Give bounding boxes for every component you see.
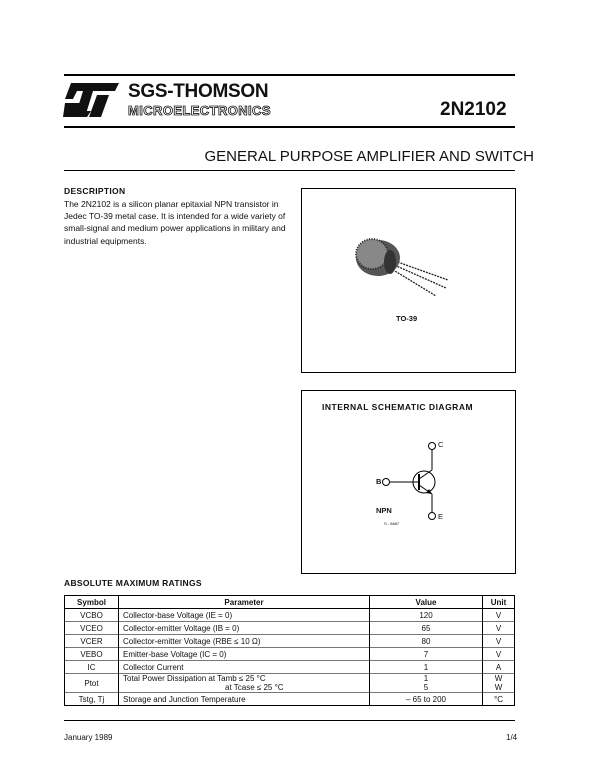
parameter-cell: Storage and Junction Temperature [119, 693, 370, 706]
title-rule [64, 170, 515, 171]
pin-collector-label: C [438, 440, 444, 449]
brand-name: SGS-THOMSON [128, 81, 269, 102]
parameter-line: at Tcase ≤ 25 °C [225, 683, 284, 692]
unit-cell: V [483, 609, 515, 622]
footer-rule [64, 720, 515, 721]
value-cell: 120 [370, 609, 483, 622]
parameter-cell: Collector-emitter Voltage (IB = 0) [119, 622, 370, 635]
footer-date: January 1989 [64, 733, 113, 742]
package-label: TO-39 [396, 314, 418, 323]
footer-page-number: 1/4 [506, 733, 518, 742]
ratings-table [64, 595, 515, 706]
part-number: 2N2102 [440, 99, 507, 120]
symbol-cell: VCER [65, 635, 119, 648]
schematic-ref-code: S - 6687 [384, 521, 400, 526]
column-header: Symbol [65, 596, 119, 609]
value-cell: 65 [370, 622, 483, 635]
description-body: The 2N2102 is a silicon planar epitaxial NPN transistor in Jedec TO-39 metal case. It is intended for a wide variety of small-signal and medium power applications in military and industrial equipments. [64, 199, 286, 246]
value-cell: 1 [370, 661, 483, 674]
value-cell [370, 674, 483, 693]
unit-cell: V [483, 635, 515, 648]
unit-cell: A [483, 661, 515, 674]
table-row [65, 661, 515, 674]
value-line: 5 [423, 683, 429, 692]
table-row [65, 674, 515, 693]
value-line: 1 [423, 674, 429, 683]
st-logo-icon [63, 81, 121, 119]
parameter-cell: Collector-emitter Voltage (RBE ≤ 10 Ω) [119, 635, 370, 648]
symbol-cell: VCEO [65, 622, 119, 635]
table-row [65, 622, 515, 635]
parameter-cell: Collector-base Voltage (IE = 0) [119, 609, 370, 622]
ratings-heading: ABSOLUTE MAXIMUM RATINGS [64, 578, 202, 588]
unit-cell: V [483, 622, 515, 635]
to39-package-icon [350, 232, 450, 302]
unit-cell [483, 674, 515, 693]
column-header: Parameter [119, 596, 370, 609]
table-row [65, 635, 515, 648]
unit-cell: °C [483, 693, 515, 706]
schematic-title: INTERNAL SCHEMATIC DIAGRAM [322, 402, 474, 412]
page-title: GENERAL PURPOSE AMPLIFIER AND SWITCH [204, 148, 534, 165]
table-row [65, 609, 515, 622]
npn-label: NPN [376, 506, 392, 515]
parameter-cell: Collector Current [119, 661, 370, 674]
column-header: Unit [483, 596, 515, 609]
symbol-cell: VEBO [65, 648, 119, 661]
unit-line: W [494, 683, 503, 692]
unit-cell: V [483, 648, 515, 661]
symbol-cell: IC [65, 661, 119, 674]
table-header-row [65, 596, 515, 609]
symbol-cell: VCBO [65, 609, 119, 622]
brand-subtitle: MICROELECTRONICS [128, 103, 271, 118]
header-top-rule [64, 74, 515, 76]
pin-emitter-label: E [438, 512, 444, 521]
parameter-line: Total Power Dissipation at Tamb ≤ 25 °C [123, 674, 266, 683]
value-cell: – 65 to 200 [370, 693, 483, 706]
symbol-cell: Tstg, Tj [65, 693, 119, 706]
description-heading: DESCRIPTION [64, 186, 126, 196]
header-bottom-rule [64, 126, 515, 128]
symbol-cell: Ptot [65, 674, 119, 693]
pin-base-label: B [376, 477, 382, 486]
table-row [65, 693, 515, 706]
value-cell: 80 [370, 635, 483, 648]
parameter-cell [119, 674, 370, 693]
value-cell: 7 [370, 648, 483, 661]
parameter-cell: Emitter-base Voltage (IC = 0) [119, 648, 370, 661]
column-header: Value [370, 596, 483, 609]
table-row [65, 648, 515, 661]
unit-line: W [494, 674, 503, 683]
